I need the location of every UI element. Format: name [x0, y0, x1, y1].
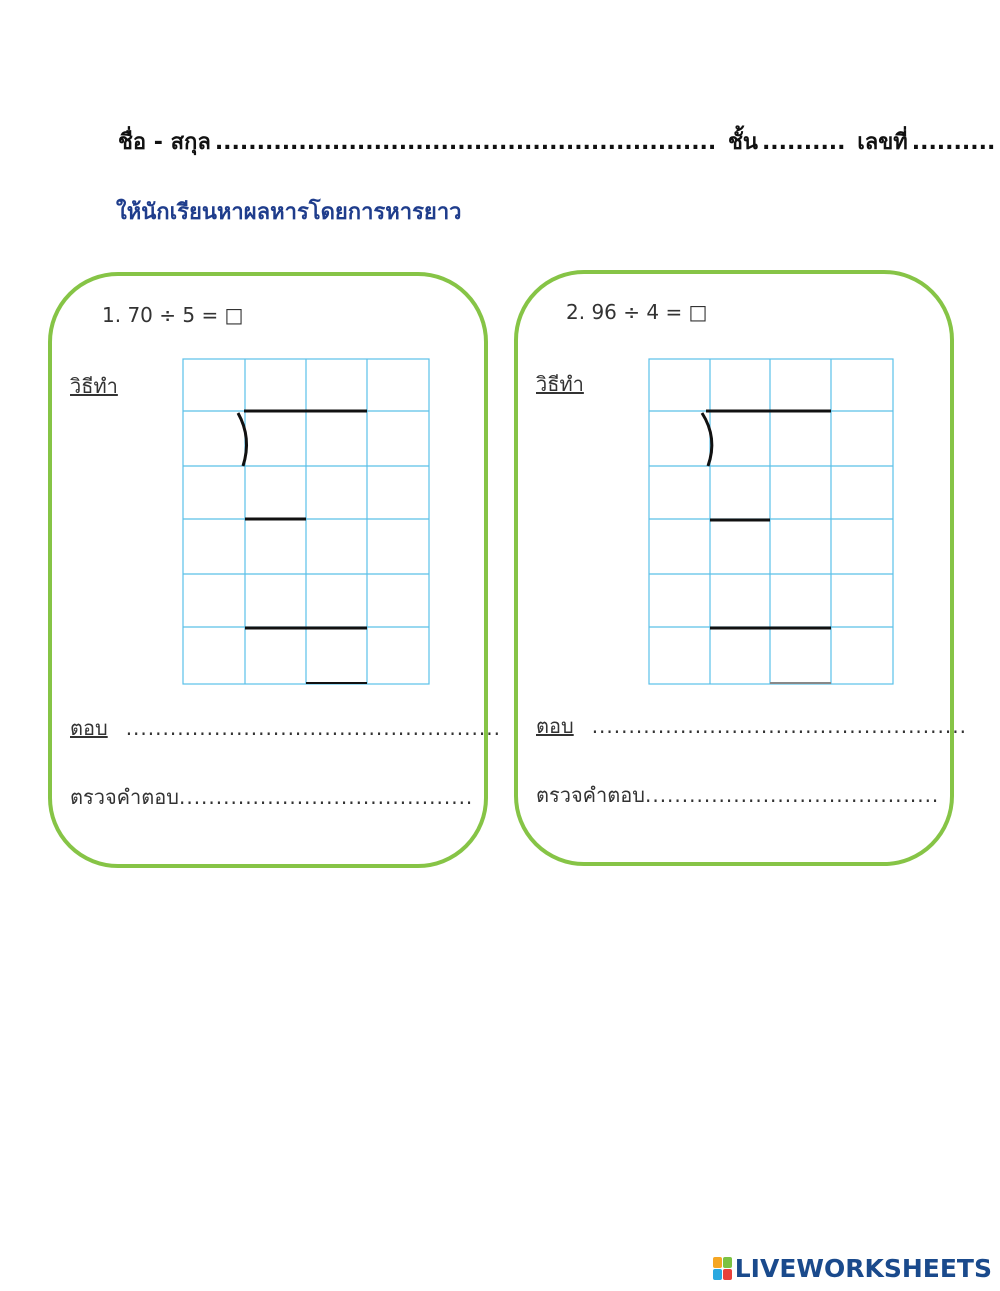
logo-text: LIVEWORKSHEETS [734, 1254, 992, 1283]
check-field[interactable]: ........................................ [178, 785, 474, 809]
answer-row [536, 710, 967, 742]
instruction-text: ให้นักเรียนหาผลหารโดยการหารยาว [116, 200, 462, 225]
student-info-line [118, 124, 999, 159]
answer-label: ตอบ [70, 716, 108, 740]
liveworksheets-logo [713, 1254, 992, 1283]
class-label: ชั้น [727, 130, 758, 155]
name-field[interactable]: ............................................................ [214, 130, 717, 155]
check-label: ตรวจคำตอบ [536, 783, 645, 807]
method-label: วิธีทำ [536, 372, 584, 396]
long-division-grid[interactable] [182, 358, 434, 688]
answer-row [70, 712, 501, 744]
problem-card-2 [514, 270, 967, 866]
grid-drawing [648, 358, 900, 688]
grid-drawing [182, 358, 434, 688]
method-label: วิธีทำ [70, 374, 118, 398]
long-division-grid[interactable] [648, 358, 900, 688]
answer-label: ตอบ [536, 714, 574, 738]
answer-field[interactable]: ................................................... [591, 714, 967, 738]
check-row [536, 779, 939, 811]
number-field[interactable]: .......... [911, 130, 996, 155]
problem-card-1 [48, 272, 501, 868]
problem-text: 1. 70 ÷ 5 = □ [102, 303, 244, 327]
number-label: เลขที่ [857, 130, 908, 155]
name-label: ชื่อ - สกุล [118, 130, 211, 155]
class-field[interactable]: .......... [761, 130, 846, 155]
problem-text: 2. 96 ÷ 4 = □ [566, 300, 708, 324]
liveworksheets-logo-icon [713, 1257, 732, 1280]
check-field[interactable]: ........................................ [644, 783, 940, 807]
answer-field[interactable]: ................................................... [125, 716, 501, 740]
check-row [70, 781, 473, 813]
check-label: ตรวจคำตอบ [70, 785, 179, 809]
